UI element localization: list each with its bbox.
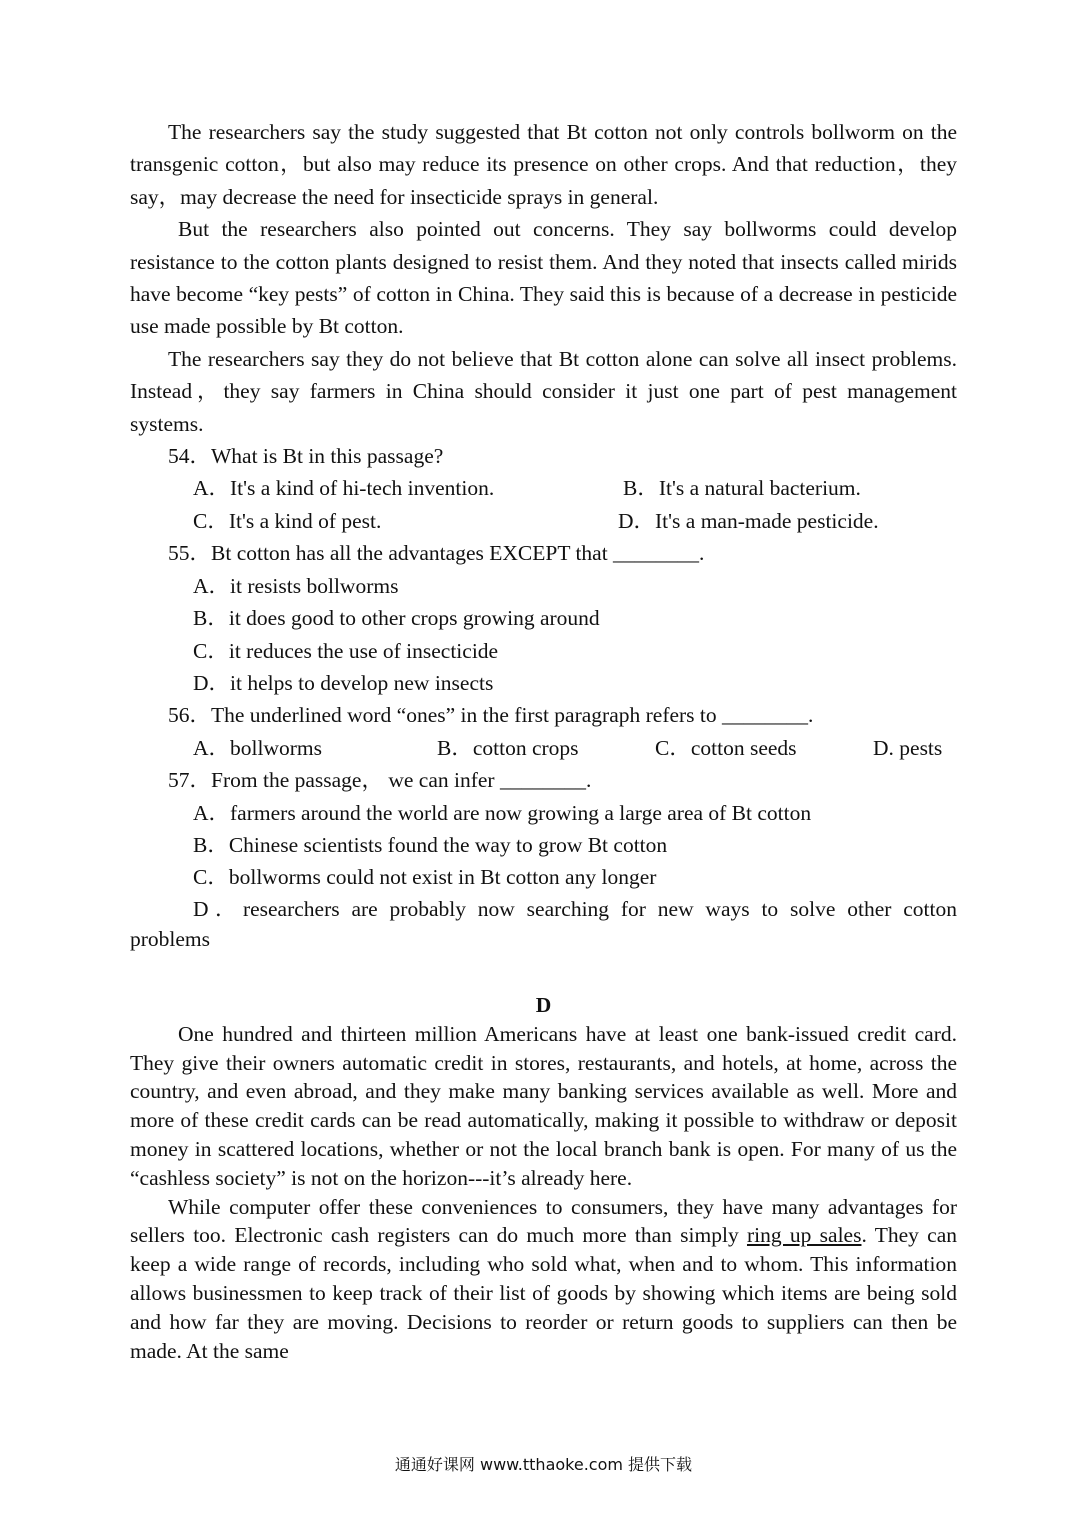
passage-d-paragraph-2: [130, 1193, 957, 1366]
question-57-option-d: D．researchers are probably now searching for new ways to solve other cotton problems: [130, 896, 957, 951]
question-55-option-d: D．it helps to develop new insects: [193, 670, 494, 695]
question-56-option-c: C．cotton seeds: [655, 735, 797, 760]
question-54: [130, 440, 957, 537]
question-55-option-b: B．it does good to other crops growing around: [193, 606, 600, 631]
question-57-stem: 57．From the passage， we can infer ________.: [168, 768, 592, 793]
question-54-option-d: D．It's a man-made pesticide.: [618, 508, 879, 533]
question-55: [130, 537, 957, 699]
question-56-option-a: A．bollworms: [193, 735, 323, 760]
question-56: [130, 699, 957, 764]
question-54-option-a: A．It's a kind of hi-tech invention.: [193, 476, 495, 501]
question-56-option-b: B．cotton crops: [437, 735, 579, 760]
question-57: [130, 764, 957, 954]
question-56-stem: 56．The underlined word “ones” in the first paragraph refers to ________.: [168, 703, 814, 728]
question-57-option-c: C．bollworms could not exist in Bt cotton any longer: [193, 865, 657, 890]
question-55-stem: 55．Bt cotton has all the advantages EXCEPT that ________.: [168, 541, 705, 566]
underlined-phrase: ring up sales: [746, 1223, 862, 1248]
document-page: [130, 116, 957, 1365]
passage-c-paragraph-2: But the researchers also pointed out concerns. They say bollworms could develop resistance to the cotton plants designed to resist them. And they noted that insects called mirids have become “key pests” of cotton in China. They said this is because of a decrease in pesticide use made possible by Bt cotton.: [130, 217, 957, 339]
question-55-option-c: C．it reduces the use of insecticide: [193, 638, 499, 663]
passage-d-paragraph-2-start: While computer offer these conveniences to consumers, they have many advantages for sellers too. Electronic cash registers can do much more than simply: [130, 1194, 957, 1248]
page-footer: 通通好课网 www.tthaoke.com 提供下载: [394, 1455, 693, 1474]
question-54-stem: 54．What is Bt in this passage?: [168, 444, 444, 469]
passage-d-paragraph-2-end: . They can keep a wide range of records, including who sold what, when and to whom. This information allows businessmen to keep track of their list of goods by showing which items are being sold and how far they are moving. Decisions to reorder or return goods to suppliers can then be made. At the same: [130, 1223, 958, 1363]
question-54-options-row-1: [130, 472, 957, 504]
question-57-option-b: B．Chinese scientists found the way to grow Bt cotton: [193, 832, 668, 857]
question-57-option-a: A．farmers around the world are now growing a large area of Bt cotton: [193, 800, 812, 825]
question-54-option-b: B．It's a natural bacterium.: [623, 476, 861, 501]
passage-d-paragraph-1: One hundred and thirteen million Americans have at least one bank-issued credit card. They give their owners automatic credit in stores, restaurants, and hotels, at home, across the country, and even abroad, and they make many banking services available as well. More and more of these credit cards can be read automatically, making it possible to withdraw or deposit money in scattered locations, whether or not the local branch bank is open. For many of us the “cashless society” is not on the horizon---it’s already here.: [130, 1021, 957, 1190]
question-55-option-a: A．it resists bollworms: [193, 573, 399, 598]
question-54-options-row-2: [130, 505, 957, 537]
passage-c-paragraph-3: The researchers say they do not believe that Bt cotton alone can solve all insect problems. Instead，they say farmers in China should consider it just one part of pest management systems.: [130, 346, 957, 436]
section-heading-d: D: [535, 992, 552, 1017]
passage-c-paragraph-1: The researchers say the study suggested that Bt cotton not only controls bollworm on the transgenic cotton，but also may reduce its presence on other crops. And that reduction，they say，may decrease the need for insecticide sprays in general.: [130, 120, 957, 209]
question-56-options-row: [130, 732, 957, 764]
question-56-option-d: D. pests: [873, 735, 943, 760]
question-54-option-c: C．It's a kind of pest.: [193, 508, 382, 533]
